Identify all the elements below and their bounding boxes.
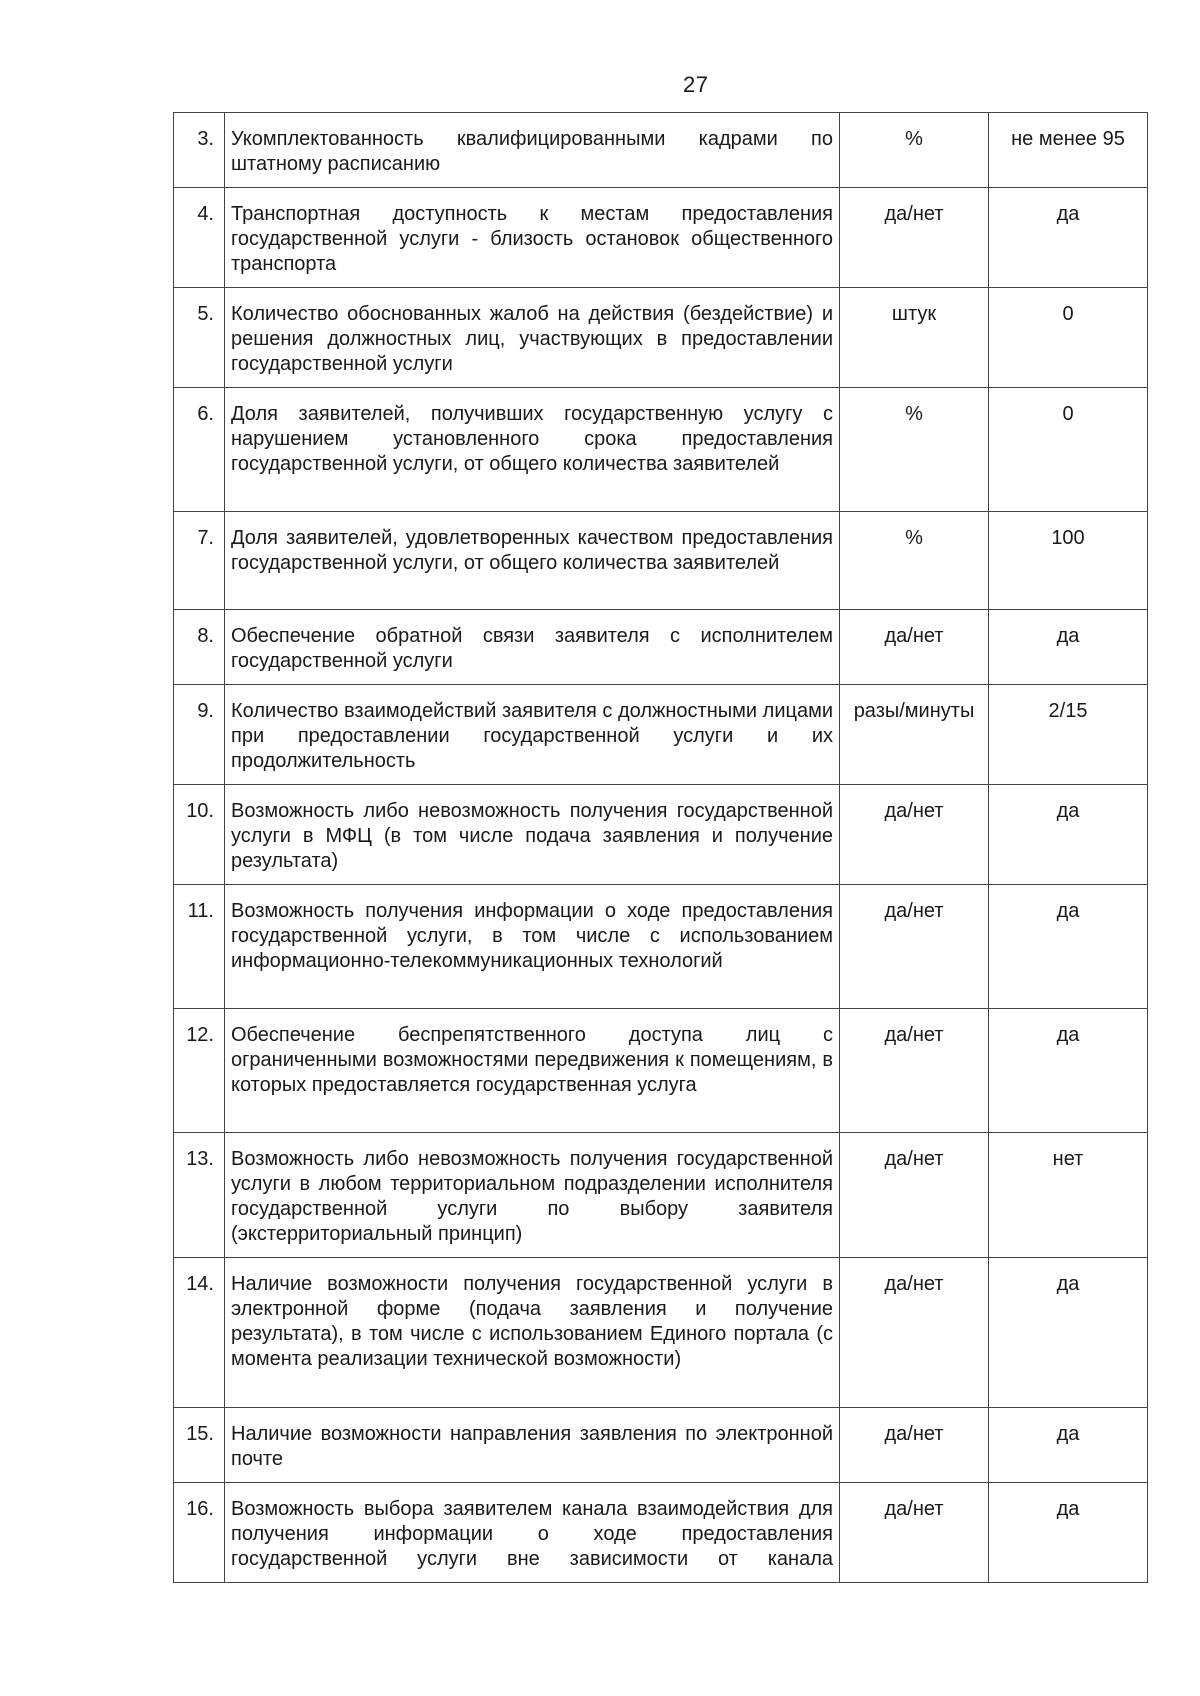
table-row (174, 512, 1148, 610)
indicator-value: 0 (989, 388, 1148, 512)
unit-of-measure: % (840, 113, 989, 188)
indicator-name: Наличие возможности получения государственной услуги в электронной форме (подача заявления и получение результата), в том числе с использованием Единого портала (с момента реализации технической возможности) (225, 1258, 840, 1408)
indicator-value: да (989, 885, 1148, 1009)
table-row (174, 113, 1148, 188)
indicator-value: нет (989, 1133, 1148, 1258)
indicator-value: 0 (989, 288, 1148, 388)
indicator-name: Наличие возможности направления заявления по электронной почте (225, 1408, 840, 1483)
indicator-value: да (989, 1258, 1148, 1408)
indicator-name: Обеспечение обратной связи заявителя с исполнителем государственной услуги (225, 610, 840, 685)
unit-of-measure: да/нет (840, 1258, 989, 1408)
row-number: 14. (174, 1258, 225, 1408)
row-number: 6. (174, 388, 225, 512)
unit-of-measure: % (840, 388, 989, 512)
unit-of-measure: да/нет (840, 188, 989, 288)
unit-of-measure: штук (840, 288, 989, 388)
unit-of-measure: да/нет (840, 1408, 989, 1483)
row-number: 9. (174, 685, 225, 785)
row-number: 15. (174, 1408, 225, 1483)
indicator-name: Укомплектованность квалифицированными кадрами по штатному расписанию (225, 113, 840, 188)
row-number: 10. (174, 785, 225, 885)
indicator-name: Количество обоснованных жалоб на действия (бездействие) и решения должностных лиц, участвующих в предоставлении государственной услуги (225, 288, 840, 388)
table-row (174, 1009, 1148, 1133)
indicator-name: Возможность получения информации о ходе предоставления государственной услуги, в том числе с использованием информационно-телекоммуникационных технологий (225, 885, 840, 1009)
indicator-name: Доля заявителей, получивших государственную услугу с нарушением установленного срока предоставления государственной услуги, от общего количества заявителей (225, 388, 840, 512)
indicator-name: Доля заявителей, удовлетворенных качеством предоставления государственной услуги, от общего количества заявителей (225, 512, 840, 610)
indicator-name: Возможность выбора заявителем канала взаимодействия для получения информации о ходе предоставления государственной услуги вне зависимости от канала (225, 1483, 840, 1583)
row-number: 7. (174, 512, 225, 610)
indicator-value: 2/15 (989, 685, 1148, 785)
table-row (174, 685, 1148, 785)
unit-of-measure: % (840, 512, 989, 610)
table-row (174, 785, 1148, 885)
unit-of-measure: да/нет (840, 1009, 989, 1133)
row-number: 4. (174, 188, 225, 288)
row-number: 16. (174, 1483, 225, 1583)
row-number: 8. (174, 610, 225, 685)
indicator-name: Возможность либо невозможность получения государственной услуги в МФЦ (в том числе подача заявления и получение результата) (225, 785, 840, 885)
indicator-value: да (989, 610, 1148, 685)
unit-of-measure: да/нет (840, 885, 989, 1009)
row-number: 13. (174, 1133, 225, 1258)
table-row (174, 288, 1148, 388)
indicator-value: да (989, 1009, 1148, 1133)
table-row (174, 1133, 1148, 1258)
indicator-name: Обеспечение беспрепятственного доступа лиц с ограниченными возможностями передвижения к помещениям, в которых предоставляется государственная услуга (225, 1009, 840, 1133)
table-row (174, 610, 1148, 685)
indicators-table (173, 112, 1148, 1583)
table-row (174, 885, 1148, 1009)
unit-of-measure: да/нет (840, 785, 989, 885)
page-number: 27 (683, 72, 709, 97)
unit-of-measure: да/нет (840, 610, 989, 685)
unit-of-measure: да/нет (840, 1483, 989, 1583)
unit-of-measure: разы/минуты (840, 685, 989, 785)
table-row (174, 1258, 1148, 1408)
indicator-name: Количество взаимодействий заявителя с должностными лицами при предоставлении государственной услуги и их продолжительность (225, 685, 840, 785)
unit-of-measure: да/нет (840, 1133, 989, 1258)
indicator-value: да (989, 785, 1148, 885)
indicator-name: Возможность либо невозможность получения государственной услуги в любом территориальном подразделении исполнителя государственной услуги по выбору заявителя (экстерриториальный принцип) (225, 1133, 840, 1258)
row-number: 11. (174, 885, 225, 1009)
indicator-value: да (989, 188, 1148, 288)
indicator-value: да (989, 1408, 1148, 1483)
row-number: 3. (174, 113, 225, 188)
indicator-value: да (989, 1483, 1148, 1583)
table-row (174, 188, 1148, 288)
indicator-name: Транспортная доступность к местам предоставления государственной услуги - близость остановок общественного транспорта (225, 188, 840, 288)
indicator-value: 100 (989, 512, 1148, 610)
table-row (174, 1408, 1148, 1483)
table-row (174, 388, 1148, 512)
table-row (174, 1483, 1148, 1583)
indicator-value: не менее 95 (989, 113, 1148, 188)
row-number: 5. (174, 288, 225, 388)
row-number: 12. (174, 1009, 225, 1133)
